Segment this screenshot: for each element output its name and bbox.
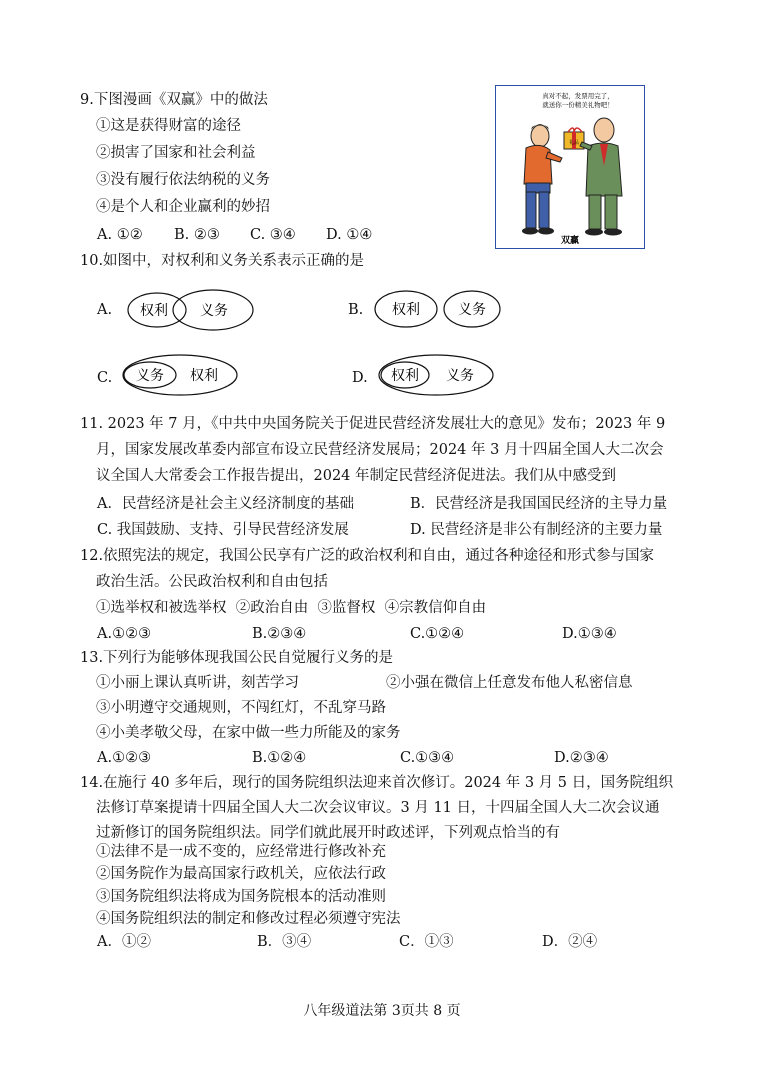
venn-a-label-2: 义务 bbox=[200, 303, 228, 319]
q14-item-3: ③国务院组织法将成为国务院根本的活动准则 bbox=[96, 889, 386, 905]
page-footer: 八年级道法第 3页共 8 页 bbox=[303, 1003, 461, 1019]
venn-a bbox=[124, 288, 254, 332]
q14-line-3: 过新修订的国务院组织法。同学们就此展开时政述评，下列观点恰当的有 bbox=[96, 825, 560, 841]
q11-option-b: B．民营经济是我国国民经济的主导力量 bbox=[410, 496, 668, 512]
venn-a-label-1: 权利 bbox=[140, 303, 168, 319]
q12-option-c: C.①②④ bbox=[410, 626, 465, 642]
cartoon-caption: 双赢 bbox=[560, 236, 580, 246]
cartoon-speech-line-1: 真对不起，发票用完了， bbox=[542, 92, 614, 100]
q13-item-1: ①小丽上课认真听讲，刻苦学习 bbox=[96, 675, 299, 691]
q14-line-2: 法修订草案提请十四届全国人大二次会议审议。3 月 11 日，十四届全国人大二次会议通 bbox=[96, 800, 660, 816]
q9-option-a: A. ①② bbox=[97, 227, 143, 243]
q12-option-d: D.①③④ bbox=[562, 626, 617, 642]
q12-line-2: 政治生活。公民政治权利和自由包括 bbox=[96, 574, 328, 590]
q13-option-b: B.①②④ bbox=[252, 750, 307, 766]
q9-item-4: ④是个人和企业赢利的妙招 bbox=[96, 199, 270, 215]
gift-label: 礼品 bbox=[568, 140, 580, 146]
cartoon-shuangying bbox=[495, 85, 645, 249]
q13-option-a: A.①②③ bbox=[97, 750, 152, 766]
venn-b-label-1: 权利 bbox=[392, 302, 420, 318]
q9-stem: 9.下图漫画《双赢》中的做法 bbox=[80, 92, 268, 108]
q10-letter-c: C. bbox=[97, 370, 113, 386]
cartoon-illustration bbox=[496, 86, 644, 248]
q12-option-a: A.①②③ bbox=[97, 626, 152, 642]
venn-c-label-outer: 权利 bbox=[190, 368, 218, 384]
q11-option-d: D. 民营经济是非公有制经济的主要力量 bbox=[410, 522, 663, 538]
q11-line-2: 月，国家发展改革委内部宣布设立民营经济发展局；2024 年 3 月十四届全国人大二次会 bbox=[96, 442, 664, 458]
q11-line-1: 11. 2023 年 7 月，《中共中央国务院关于促进民营经济发展壮大的意见》发布；2023 年 9 bbox=[80, 416, 666, 432]
q10-stem: 10.如图中，对权利和义务关系表示正确的是 bbox=[80, 253, 365, 269]
q14-line-1: 14.在施行 40 多年后，现行的国务院组织法迎来首次修订。2024 年 3 月 5 日，国务院组织 bbox=[80, 775, 674, 791]
q9-item-3: ③没有履行依法纳税的义务 bbox=[96, 172, 270, 188]
q9-option-c: C. ③④ bbox=[250, 227, 296, 243]
q12-option-b: B.②③④ bbox=[252, 626, 307, 642]
q9-item-1: ①这是获得财富的途径 bbox=[96, 118, 241, 134]
q13-item-4: ④小美孝敬父母，在家中做一些力所能及的家务 bbox=[96, 725, 401, 741]
q13-stem: 13.下列行为能够体现我国公民自觉履行义务的是 bbox=[80, 650, 394, 666]
venn-c-label-inner: 义务 bbox=[136, 368, 164, 384]
q13-option-d: D.②③④ bbox=[554, 750, 609, 766]
q10-letter-d: D. bbox=[352, 370, 368, 386]
venn-c bbox=[120, 352, 250, 398]
q9-item-2: ②损害了国家和社会利益 bbox=[96, 145, 256, 161]
q13-item-2: ②小强在微信上任意发布他人私密信息 bbox=[386, 675, 633, 691]
q14-item-2: ②国务院作为最高国家行政机关，应依法行政 bbox=[96, 866, 386, 882]
q14-option-a: A．①② bbox=[97, 934, 151, 950]
venn-b-label-2: 义务 bbox=[458, 302, 486, 318]
venn-b bbox=[372, 288, 502, 332]
q14-option-d: D．②④ bbox=[542, 934, 598, 950]
q11-option-a: A．民营经济是社会主义经济制度的基础 bbox=[97, 496, 354, 512]
customer-figure bbox=[522, 124, 562, 235]
venn-d-label-outer: 义务 bbox=[446, 368, 474, 384]
businessman-figure bbox=[580, 118, 622, 236]
q12-items: ①选举权和被选举权 ②政治自由 ③监督权 ④宗教信仰自由 bbox=[96, 600, 487, 616]
q14-option-b: B．③④ bbox=[257, 934, 312, 950]
q9-option-d: D. ①④ bbox=[326, 227, 373, 243]
q10-letter-a: A. bbox=[97, 302, 113, 318]
cartoon-speech-line-2: 就送你一份精美礼物吧！ bbox=[542, 101, 614, 109]
venn-d-label-inner: 权利 bbox=[391, 368, 419, 384]
q13-item-3: ③小明遵守交通规则，不闯红灯，不乱穿马路 bbox=[96, 700, 386, 716]
q11-option-c: C. 我国鼓励、支持、引导民营经济发展 bbox=[97, 522, 349, 538]
q11-line-3: 议全国人大常委会工作报告提出，2024 年制定民营经济促进法。我们从中感受到 bbox=[96, 468, 617, 484]
q10-letter-b: B. bbox=[348, 302, 364, 318]
venn-d bbox=[376, 352, 506, 398]
q13-option-c: C.①③④ bbox=[400, 750, 455, 766]
q14-item-4: ④国务院组织法的制定和修改过程必须遵守宪法 bbox=[96, 911, 401, 927]
q9-option-b: B. ②③ bbox=[174, 227, 220, 243]
q14-option-c: C．①③ bbox=[399, 934, 454, 950]
q12-line-1: 12.依照宪法的规定，我国公民享有广泛的政治权利和自由，通过各种途径和形式参与国家 bbox=[80, 548, 655, 564]
q14-item-1: ①法律不是一成不变的，应经常进行修改补充 bbox=[96, 844, 386, 860]
